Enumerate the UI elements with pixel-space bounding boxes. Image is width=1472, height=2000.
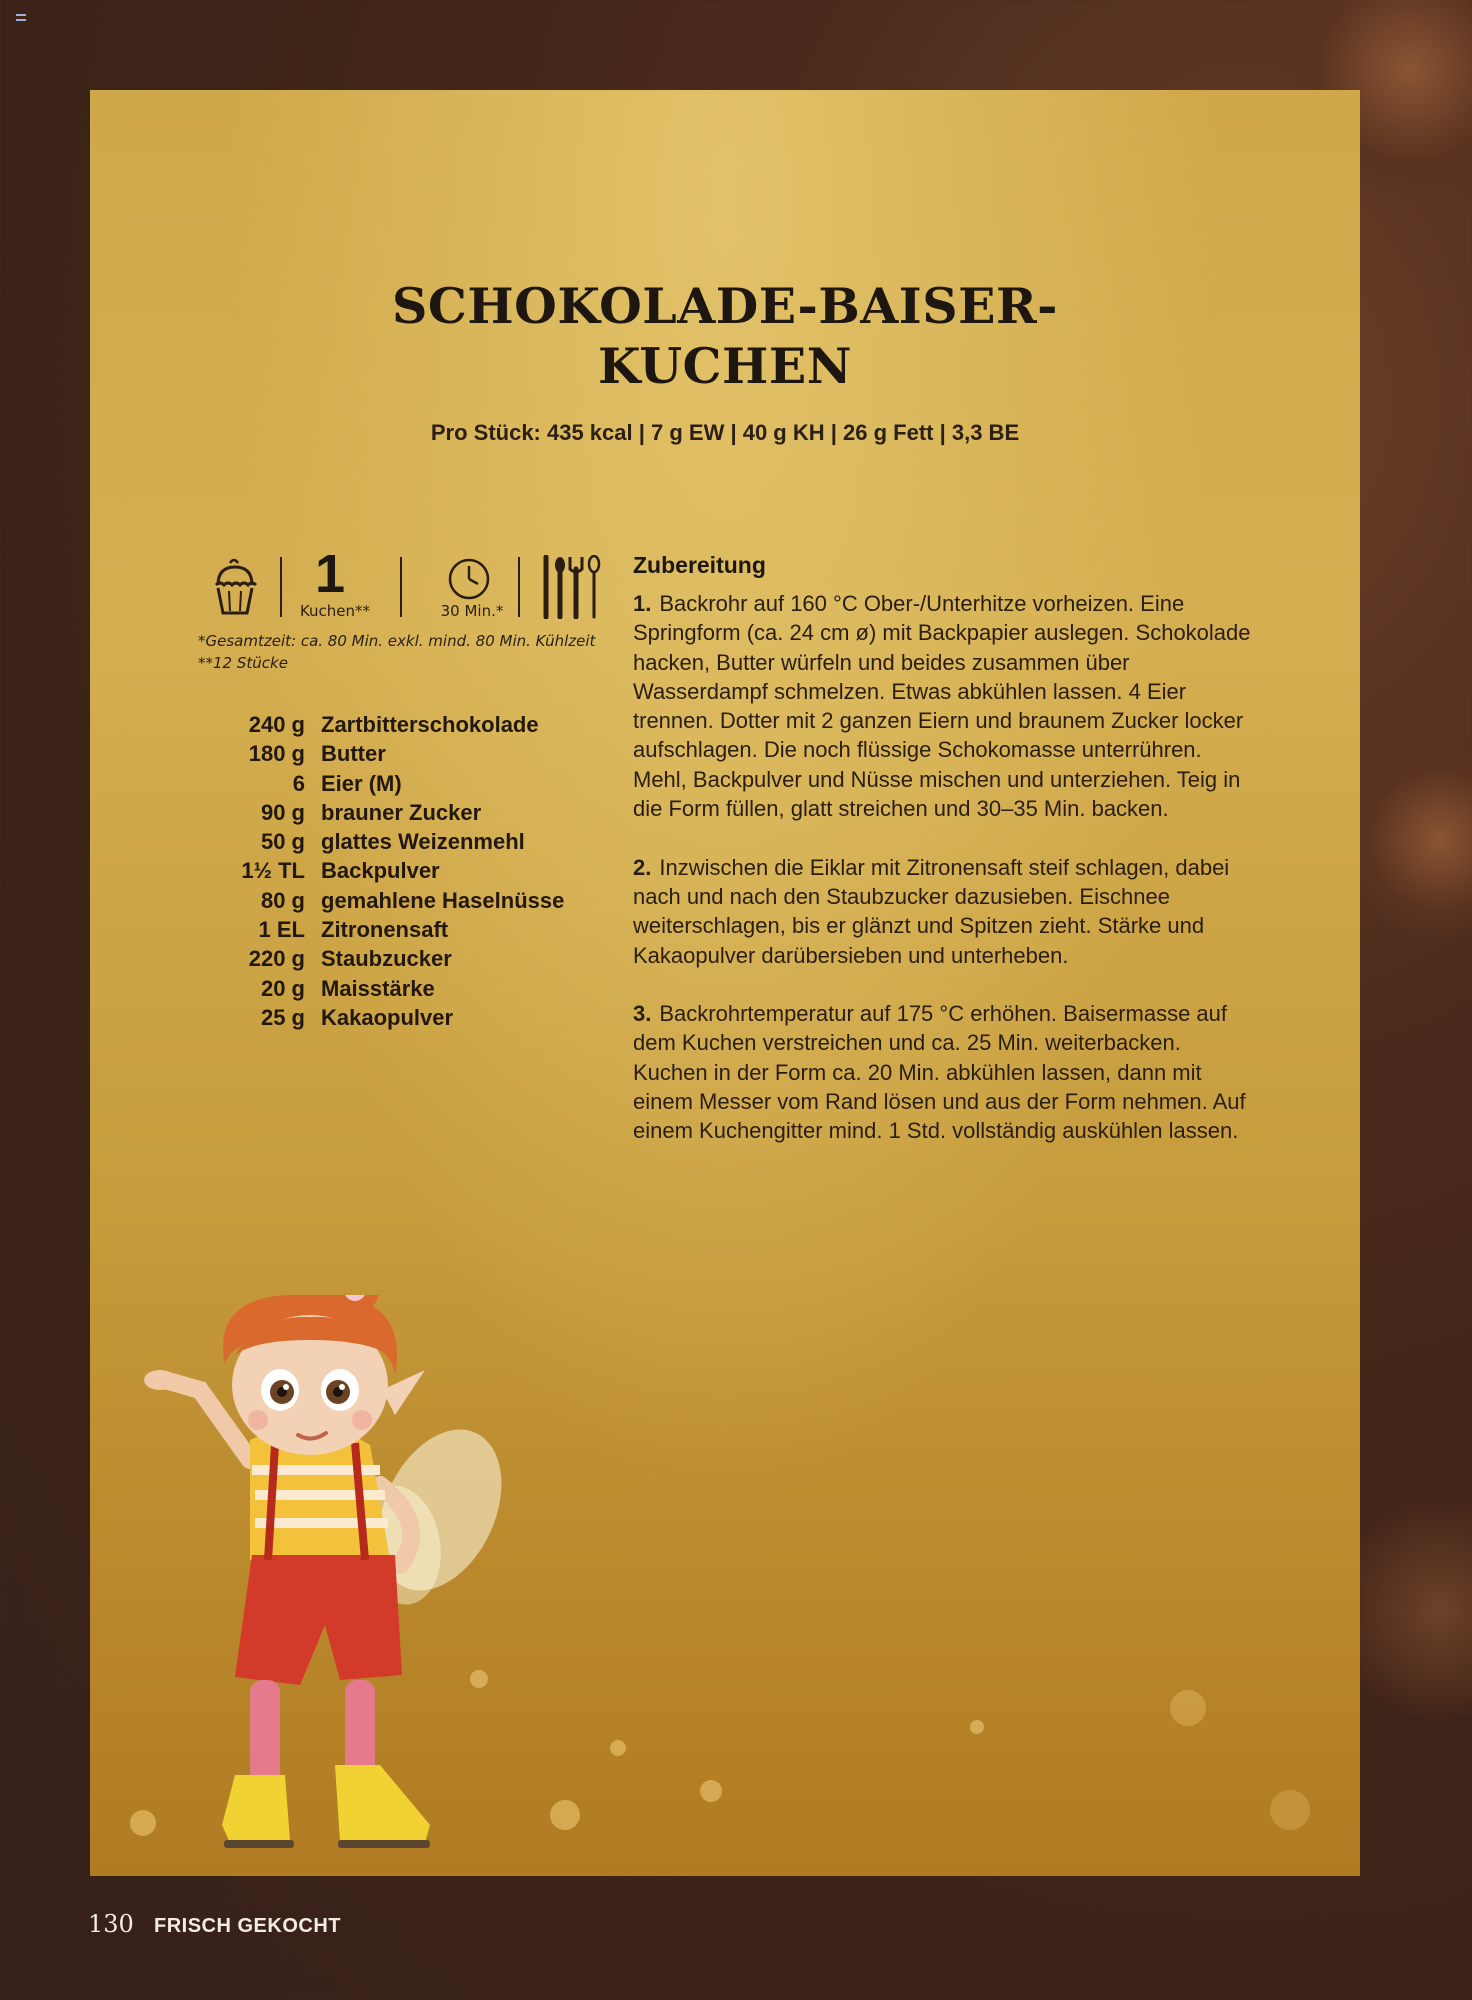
time-label: 30 Min.* [440,602,504,620]
ingredient-qty: 50 g [260,829,305,855]
ingredient-row [210,769,630,798]
bokeh-decor [1170,1690,1206,1726]
recipe-title-line1: SCHOKOLADE-BAISER- [391,277,1059,335]
preparation-step [633,589,1253,823]
ingredient-row [210,915,630,944]
bokeh-decor [700,1780,722,1802]
ingredient-row [210,710,630,739]
ingredient-row [210,944,630,973]
ingredient-name: Backpulver [321,858,440,884]
preparation-heading: Zubereitung [633,552,766,578]
ingredient-qty: 6 [292,770,305,796]
ingredient-qty: 180 g [248,741,305,767]
ingredient-qty: 240 g [248,712,305,737]
ingredient-row [210,886,630,915]
ingredient-name: glattes Weizenmehl [321,829,525,855]
magazine-brand: FRISCH GEKOCHT [154,1915,341,1937]
bokeh-decor [610,1740,626,1756]
menu-icon[interactable] [16,14,26,21]
ingredient-qty: 1 EL [258,917,305,943]
clock-icon [447,557,491,601]
ingredient-qty: 25 g [260,1004,305,1030]
preparation-step [633,999,1253,1145]
recipe-title [90,276,1360,396]
divider [280,557,282,617]
ingredient-qty: 90 g [260,799,305,825]
step-text: Backrohr auf 160 °C Ober-/Unterhitze vorheizen. Eine Springform (ca. 24 cm ø) mit Backpapier auslegen. Schokolade hacken, Butter würfeln und beides zusammen über Wasserdampf schmelzen. Etwas abkühlen lassen. 4 Eier trennen. Dotter mit 2 ganzen Eiern und braunem Zucker locker aufschlagen. Die noch flüssige Schokomasse unterrühren. Mehl, Backpulver und Nüsse mischen und unterziehen. Teig in die Form füllen, glatt streichen und 30–35 Min. backen. [633,591,1251,822]
ingredient-qty: 80 g [260,887,305,913]
ingredient-row [210,974,630,1003]
step-text: Inzwischen die Eiklar mit Zitronensaft steif schlagen, dabei nach und nach den Staubzucker dazusieben. Eischnee weiterschlagen, bis er glänzt und Spitzen zieht. Stärke und Kakaopulver darübersieben und unterheben. [633,854,1230,968]
divider [518,557,520,617]
ingredient-name: Butter [321,741,386,767]
ingredient-row [210,739,630,768]
ingredient-list [210,710,630,1032]
ingredient-qty: 1½ TL [241,858,305,884]
ingredient-row [210,798,630,827]
pieces-count: 1 [314,544,346,604]
ingredient-row [210,856,630,885]
ingredient-name: Zartbitterschokolade [321,712,539,737]
bokeh-decor [1270,1790,1310,1830]
ingredient-row [210,827,630,856]
footnote-pieces: **12 Stücke [198,654,288,672]
divider [400,557,402,617]
recipe-card [90,90,1360,1876]
bokeh-decor [970,1720,984,1734]
ingredient-name: brauner Zucker [321,799,482,825]
recipe-title-line2: KUCHEN [597,337,852,395]
bokeh-decor [550,1800,580,1830]
ingredient-name: gemahlene Haselnüsse [321,887,565,913]
ingredient-row [210,1003,630,1032]
step-number: 1. [633,591,652,616]
ingredient-qty: 20 g [260,975,305,1001]
recipe-meta [210,544,610,625]
ingredient-name: Staubzucker [321,946,452,972]
page-number: 130 [88,1910,134,1938]
preparation-step [633,853,1253,970]
nutrition-info: Pro Stück: 435 kcal | 7 g EW | 40 g KH | 26 g Fett | 3,3 BE [430,420,1020,445]
pieces-label: Kuchen** [299,602,371,620]
cupcake-icon [210,555,260,619]
step-number: 2. [633,854,652,880]
fairy-mascot-illustration [140,1295,520,1875]
step-text: Backrohrtemperatur auf 175 °C erhöhen. Baisermasse auf dem Kuchen verstreichen und ca. 25 Min. weiterbacken. Kuchen in der Form ca. 20 Min. abkühlen lassen, dann mit einem Messer vom Rand lösen und aus der Form nehmen. Auf einem Kuchengitter mind. 1 Std. vollständig auskühlen lassen. [633,1001,1246,1144]
ingredient-qty: 220 g [248,946,305,972]
preparation-section [633,552,1253,1175]
footnote-time: *Gesamtzeit: ca. 80 Min. exkl. mind. 80 Min. Kühlzeit [198,632,596,650]
step-number: 3. [633,1001,652,1027]
ingredient-name: Kakaopulver [321,1004,454,1030]
ingredient-name: Zitronensaft [321,917,449,943]
cutlery-icon [538,555,602,619]
ingredient-name: Eier (M) [321,770,402,796]
ingredient-name: Maisstärke [321,975,435,1001]
